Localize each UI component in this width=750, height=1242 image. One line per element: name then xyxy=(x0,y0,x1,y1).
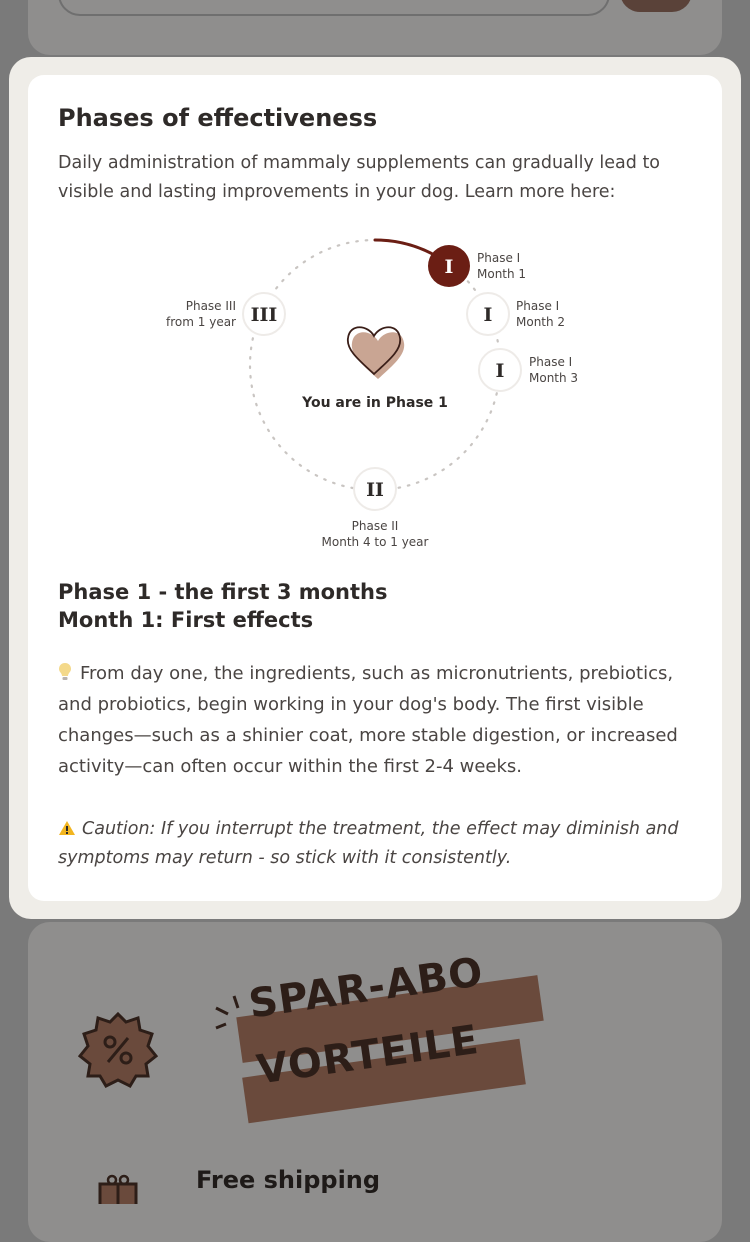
heart-icon xyxy=(348,327,404,379)
warning-icon xyxy=(58,820,76,836)
modal-title: Phases of effectiveness xyxy=(58,104,378,132)
promo-title-line2: VORTEILE xyxy=(254,1016,482,1094)
node-label-line1: Phase II xyxy=(351,519,399,533)
node-label-line2: Month 1 xyxy=(477,267,527,281)
phase-diagram xyxy=(150,230,600,560)
node-label-line1: Phase I xyxy=(477,251,521,265)
caution-note xyxy=(58,815,698,873)
node-label-line2: Month 2 xyxy=(516,315,566,329)
phase-description-text: From day one, the ingredients, such as micronutrients, prebiotics, and probiotics, begin working in your dog's body. The first visible changes—such as a shinier coat, more stable digestion, or increased activity—can often occur within the first 2-4 weeks. xyxy=(58,663,678,777)
month-heading: Month 1: First effects xyxy=(58,608,314,632)
phase-heading: Phase 1 - the first 3 months xyxy=(58,580,388,604)
modal-intro: Daily administration of mammaly supplements can gradually lead to visible and lasting improvements in your dog. Learn more here: xyxy=(58,153,661,202)
phase-node-month3[interactable] xyxy=(479,349,521,391)
phase-node-phase2[interactable] xyxy=(354,468,396,510)
background-input xyxy=(58,0,610,16)
node-label-line2: Month 3 xyxy=(529,371,579,385)
progress-ring-arc xyxy=(375,240,438,257)
phase-node-phase3[interactable] xyxy=(243,293,285,335)
lightbulb-icon xyxy=(58,662,72,682)
discount-badge-icon xyxy=(78,1010,158,1090)
phase-node-month2[interactable] xyxy=(467,293,509,335)
phase-node-numeral: III xyxy=(250,304,278,326)
caution-text: Caution: If you interrupt the treatment, the effect may diminish and symptoms may return - so stick with it consistently. xyxy=(58,819,679,868)
node-label-line1: Phase I xyxy=(516,299,560,313)
promo-title-line1: SPAR-ABO xyxy=(246,949,487,1028)
center-label: You are in Phase 1 xyxy=(302,395,448,411)
phase-node-month1[interactable] xyxy=(428,245,470,287)
node-label-line1: Phase III xyxy=(185,299,236,313)
node-label-line2: from 1 year xyxy=(166,315,236,329)
phase-node-numeral: I xyxy=(444,256,454,278)
free-shipping-label: Free shipping xyxy=(196,1166,381,1194)
phase-description xyxy=(58,658,698,782)
node-label-line1: Phase I xyxy=(529,355,573,369)
phase-node-numeral: I xyxy=(483,304,493,326)
node-label-line2: Month 4 to 1 year xyxy=(321,535,429,549)
phase-node-numeral: II xyxy=(366,479,384,501)
phase-node-numeral: I xyxy=(495,360,505,382)
